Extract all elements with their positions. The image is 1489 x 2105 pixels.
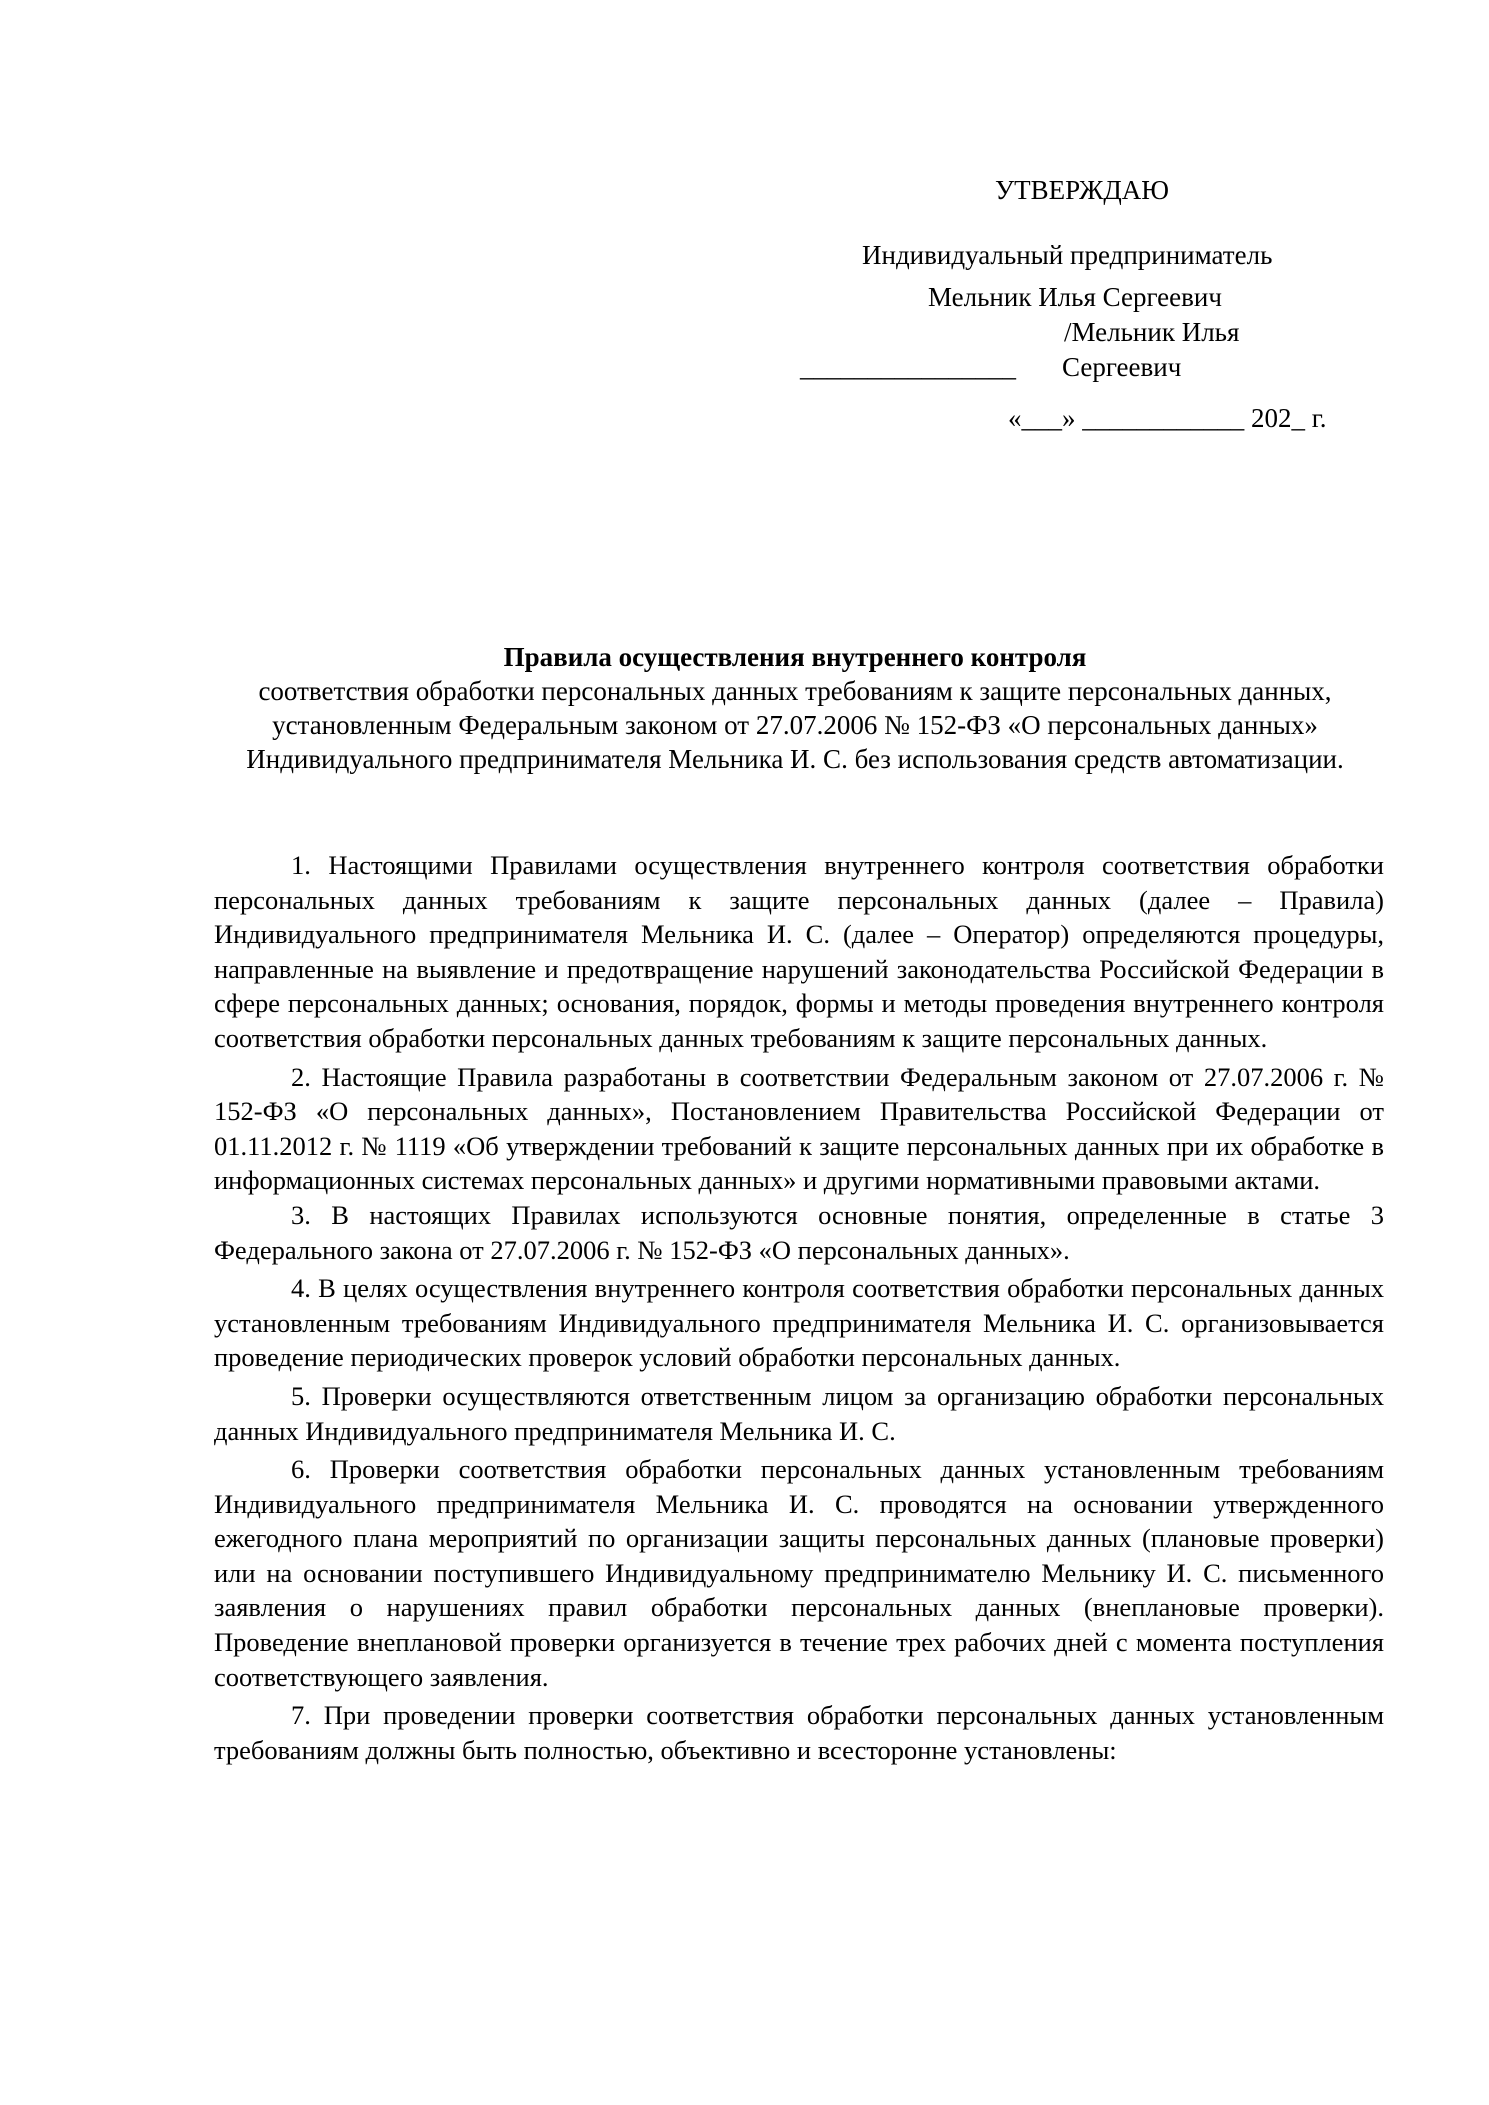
signature-name-line2: Сергеевич [1062,352,1182,382]
signature-name-line1: /Мельник Илья [1064,317,1240,347]
paragraph-4: 4. В целях осуществления внутреннего контроля соответствия обработки персональных данных установленным требованиям Индивидуального предпринимателя Мельника И. С. организовывается проведение периодических проверок условий обработки персональных данных. [214,1273,1384,1373]
approval-name: Мельник Илья Сергеевич [928,282,1222,312]
approval-title: УТВЕРЖДАЮ [995,175,1170,205]
paragraph-3: 3. В настоящих Правилах используются основные понятия, определенные в статье 3 Федерального закона от 27.07.2006 г. № 152-ФЗ «О персональных данных». [214,1199,1384,1265]
document-title-block [205,640,1385,776]
document-subtitle: соответствия обработки персональных данных требованиям к защите персональных данных, установленным Федеральным законом от 27.07.2006 № 152-ФЗ «О персональных данных» Индивидуального предпринимателя Мельника И. С. без использования средств автоматизации. [246,676,1344,774]
signature-line: ________________ [800,352,1016,382]
paragraph-1: 1. Настоящими Правилами осуществления внутреннего контроля соответствия обработки персональных данных требованиям к защите персональных данных (далее – Правила) Индивидуального предпринимателя Мельника И. С. (далее – Оператор) определяются процедуры, направленные на выявление и предотвращение нарушений законодательства Российской Федерации в сфере персональных данных; основания, порядок, формы и методы проведения внутреннего контроля соответствия обработки персональных данных требованиям к защите персональных данных. [214,850,1384,1053]
paragraph-2: 2. Настоящие Правила разработаны в соответствии Федеральным законом от 27.07.2006 г. № 152-ФЗ «О персональных данных», Постановлением Правительства Российской Федерации от 01.11.2012 г. № 1119 «Об утверждении требований к защите персональных данных при их обработке в информационных системах персональных данных» и другими нормативными правовыми актами. [214,1061,1384,1196]
paragraph-5: 5. Проверки осуществляются ответственным лицом за организацию обработки персональных данных Индивидуального предпринимателя Мельника И. С. [214,1380,1384,1446]
approval-role: Индивидуальный предприниматель [862,240,1273,270]
document-title: Правила осуществления внутреннего контроля [503,642,1087,672]
paragraph-7: 7. При проведении проверки соответствия обработки персональных данных установленным требованиям должны быть полностью, объективно и всесторонне установлены: [214,1700,1384,1765]
document-body [214,848,1384,1767]
paragraph-6: 6. Проверки соответствия обработки персональных данных установленным требованиям Индивидуального предпринимателя Мельника И. С. проводятся на основании утвержденного ежегодного плана мероприятий по организации защиты персональных данных (плановые проверки) или на основании поступившего Индивидуальному предпринимателю Мельнику И. С. письменного заявления о нарушениях правил обработки персональных данных (внеплановые проверки). Проведение внеплановой проверки организуется в течение трех рабочих дней с момента поступления соответствующего заявления. [214,1454,1384,1692]
approval-date: «___» ____________ 202_ г. [1008,403,1327,433]
